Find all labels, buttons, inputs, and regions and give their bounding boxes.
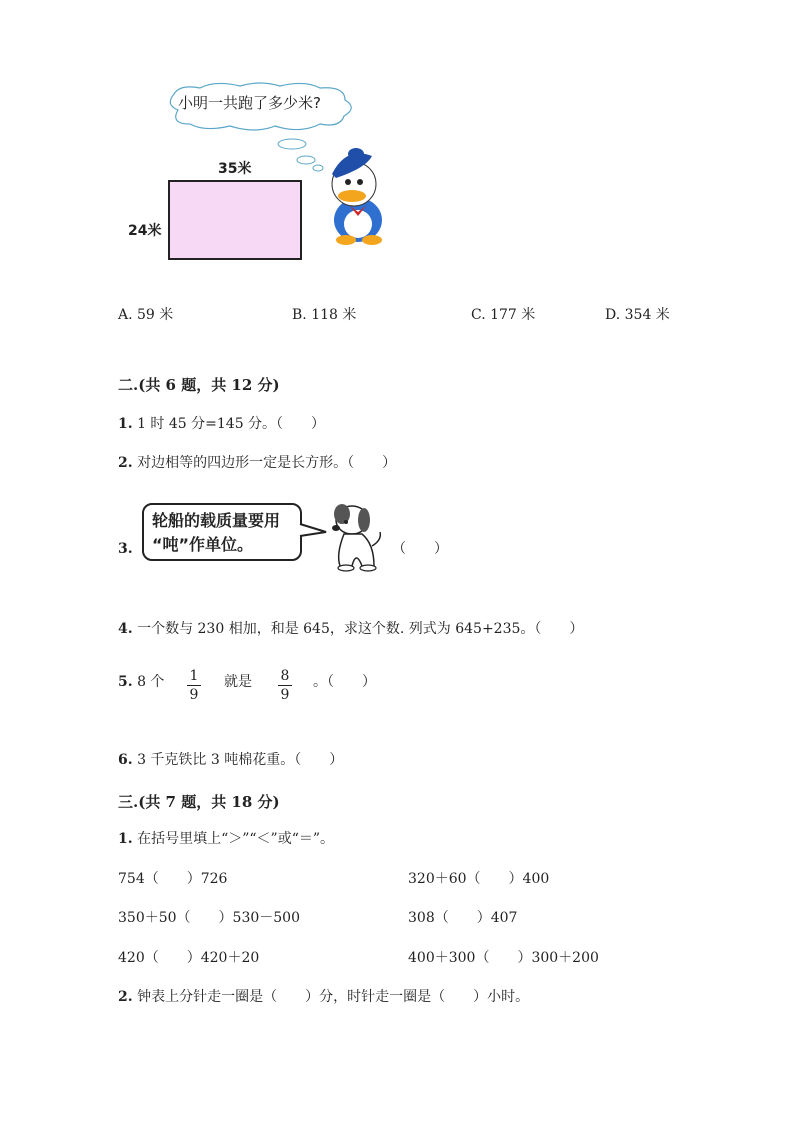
bubble-line-2: “吨”作单位。 bbox=[152, 535, 254, 554]
q-text: 1 时 45 分=145 分。（ ） bbox=[137, 416, 326, 432]
s3-q1 bbox=[118, 830, 334, 848]
field-rectangle bbox=[168, 180, 302, 260]
section2-header: 二.(共 6 题，共 12 分) bbox=[118, 376, 280, 394]
compare-item[interactable]: 754（ ）726 bbox=[118, 871, 228, 887]
fraction-eight-ninths bbox=[278, 668, 292, 703]
s2-q2 bbox=[118, 454, 396, 472]
s3-q2 bbox=[118, 988, 529, 1006]
q-text: 3 千克铁比 3 吨棉花重。（ ） bbox=[137, 752, 344, 768]
option-c[interactable]: C. 177 米 bbox=[471, 307, 536, 323]
q-number: 2. bbox=[118, 989, 133, 1005]
s2-q1 bbox=[118, 415, 325, 433]
s2-q3-number: 3. bbox=[118, 541, 133, 557]
bubble-line-1: 轮船的载质量要用 bbox=[152, 511, 281, 530]
fraction-numerator: 1 bbox=[189, 668, 199, 684]
q-number: 1. bbox=[118, 416, 133, 432]
q-number: 2. bbox=[118, 455, 133, 471]
q-text: 对边相等的四边形一定是长方形。（ ） bbox=[137, 455, 397, 471]
option-b[interactable]: B. 118 米 bbox=[292, 307, 357, 323]
q-text: 钟表上分针走一圈是（ ）分，时针走一圈是（ ）小时。 bbox=[137, 989, 530, 1005]
s2-q3-paren[interactable]: （ ） bbox=[392, 541, 448, 557]
fraction-one-ninth bbox=[187, 668, 201, 703]
cloud-text: 小明一共跑了多少米? bbox=[178, 94, 321, 112]
compare-item[interactable]: 320＋60（ ）400 bbox=[408, 871, 550, 887]
s2-q4 bbox=[118, 620, 583, 638]
fraction-denominator: 9 bbox=[280, 687, 290, 703]
rect-left-label: 24米 bbox=[128, 223, 162, 239]
fraction-denominator: 9 bbox=[189, 687, 199, 703]
option-a[interactable]: A. 59 米 bbox=[118, 307, 174, 323]
fraction-numerator: 8 bbox=[280, 668, 290, 684]
q-number: 5. bbox=[118, 674, 133, 690]
q-text-mid: 就是 bbox=[224, 674, 252, 690]
compare-item[interactable]: 420（ ）420＋20 bbox=[118, 950, 260, 966]
s2-q6 bbox=[118, 751, 343, 769]
option-d[interactable]: D. 354 米 bbox=[605, 307, 670, 323]
q-text: 一个数与 230 相加，和是 645，求这个数. 列式为 645+235。（ ） bbox=[137, 621, 584, 637]
q-text-pre: 8 个 bbox=[137, 674, 165, 690]
compare-item[interactable]: 308（ ）407 bbox=[408, 910, 518, 926]
compare-item[interactable]: 400＋300（ ）300＋200 bbox=[408, 950, 599, 966]
q-number: 6. bbox=[118, 752, 133, 768]
q-number: 1. bbox=[118, 831, 133, 847]
compare-item[interactable]: 350＋50（ ）530－500 bbox=[118, 910, 300, 926]
q-number: 4. bbox=[118, 621, 133, 637]
thought-cloud bbox=[160, 80, 360, 135]
s2-q5 bbox=[118, 673, 164, 691]
speech-bubble bbox=[142, 503, 302, 561]
q-text-post: 。（ ） bbox=[313, 674, 376, 690]
rect-top-label: 35米 bbox=[218, 161, 252, 177]
q-text: 在括号里填上“＞”“＜”或“＝”。 bbox=[137, 831, 335, 847]
duck-icon bbox=[316, 142, 396, 247]
section3-header: 三.(共 7 题，共 18 分) bbox=[118, 793, 280, 811]
dog-icon bbox=[322, 500, 384, 574]
